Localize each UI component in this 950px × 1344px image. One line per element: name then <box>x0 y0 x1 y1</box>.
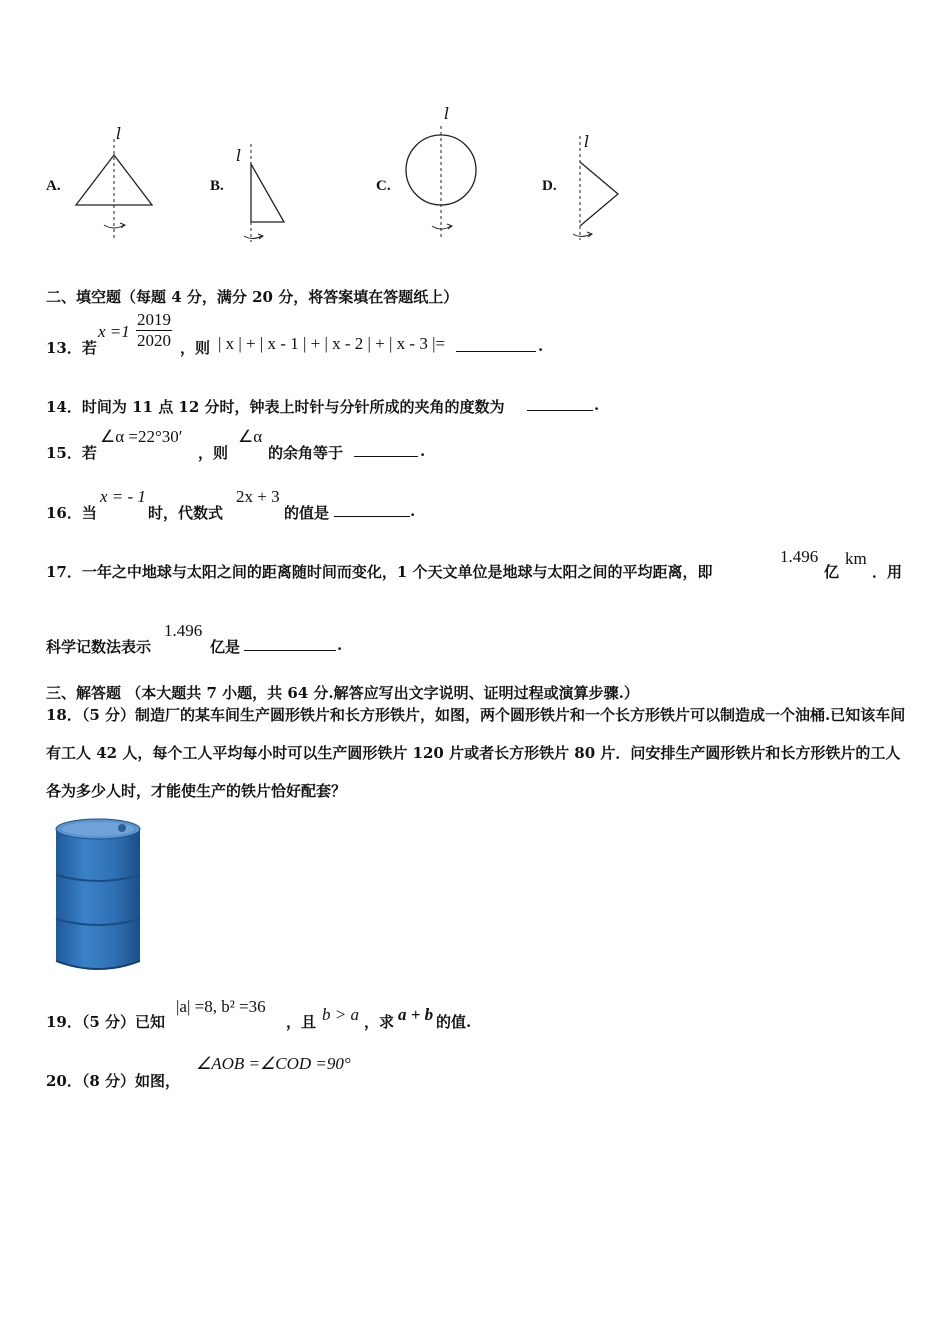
q18-text: 18．（5 分）制造厂的某车间生产圆形铁片和长方形铁片，如图，两个圆形铁片和一个长方形铁片可以制造成一个油桶.已知该车间有工人 42 人，每个工人平均每小时可以生产圆形铁片 120 片或者长方形铁片 80 片．问安排生产圆形铁片和长方形铁片的工人各为多少人时，才能使生产的铁片恰好配套？ <box>46 706 906 800</box>
q19-sum-expression: a + b <box>398 1005 434 1024</box>
q14-text: 14．时间为 11 点 12 分时，钟表上时针与分针所成的夹角的度数为 <box>46 398 505 416</box>
q13-fraction-numerator: 2019 <box>137 310 171 329</box>
q13-x-lhs: x =1 <box>98 322 130 341</box>
q17-line2-unit: 亿是 <box>210 638 241 656</box>
q16-tail: 的值是 <box>284 504 330 522</box>
q16-x-value: x = - 1 <box>100 487 146 506</box>
option-d-axis-label: l <box>584 132 590 151</box>
q13-then: ，则 <box>180 339 211 357</box>
q16-number: 16．当 <box>46 504 97 522</box>
q15-answer-blank[interactable] <box>354 442 418 461</box>
q19-number: 19．（5 分）已知 <box>46 1013 166 1031</box>
option-d-label: D. <box>542 178 557 194</box>
option-a-label: A. <box>46 178 61 194</box>
section-3-heading: 三、解答题 （本大题共 7 小题，共 64 分.解答应写出文字说明、证明过程或演算步骤.） <box>46 684 639 702</box>
option-a-axis-label: l <box>116 124 122 143</box>
q17-text-line1: 17．一年之中地球与太阳之间的距离随时间而变化，1 个天文单位是地球与太阳之间的平均距离，即 <box>46 563 713 581</box>
q17-value: 1.496 <box>780 547 819 566</box>
q16-expression: 2x + 3 <box>236 487 280 506</box>
q16-end: . <box>410 502 416 520</box>
option-b-label: B. <box>210 178 224 194</box>
q17-text-use: ．用 <box>872 563 903 581</box>
option-c-label: C. <box>376 178 391 194</box>
q17-answer-blank[interactable] <box>244 636 336 655</box>
q13-fraction <box>136 310 172 351</box>
oil-barrel-image <box>48 815 148 977</box>
q17-unit-yi: 亿 <box>824 563 840 581</box>
option-c-axis-label: l <box>444 104 450 123</box>
q19-find: ，求 <box>364 1013 395 1031</box>
q19-tail: 的值. <box>436 1013 472 1031</box>
q17-line2-prefix: 科学记数法表示 <box>46 638 152 656</box>
q15-then: ，则 <box>198 444 229 462</box>
q19-and: ，且 <box>286 1013 317 1031</box>
q15-tail: 的余角等于 <box>268 444 344 462</box>
q13-answer-blank[interactable] <box>456 337 536 356</box>
q15-angle-expression: ∠α =22°30′ <box>100 427 183 446</box>
q15-number: 15．若 <box>46 444 97 462</box>
q17-end: . <box>337 636 343 654</box>
q13-abs-expression: | x | + | x - 1 | + | x - 2 | + | x - 3 |= <box>218 334 446 353</box>
option-c-circle-figure <box>400 108 485 243</box>
option-b-right-triangle-figure <box>238 142 298 247</box>
q15-angle-alpha: ∠α <box>238 427 263 446</box>
q19-inequality: b > a <box>322 1005 359 1024</box>
option-b-axis-label: l <box>236 146 242 165</box>
q13-fraction-denominator: 2020 <box>137 331 171 350</box>
q13-number: 13．若 <box>46 339 97 357</box>
option-d-triangle-figure <box>570 132 630 244</box>
q16-answer-blank[interactable] <box>334 502 410 521</box>
option-a-triangle-figure <box>70 125 160 245</box>
q20-number: 20．（8 分）如图， <box>46 1072 181 1090</box>
q19-given-expression: |a| =8, b² =36 <box>176 997 266 1016</box>
q14-end: . <box>594 396 600 414</box>
q15-end: . <box>420 442 426 460</box>
section-2-heading: 二、填空题（每题 4 分，满分 20 分，将答案填在答题纸上） <box>46 288 459 306</box>
q14-answer-blank[interactable] <box>527 396 593 415</box>
q17-unit-km: km <box>845 549 867 568</box>
q16-when: 时，代数式 <box>148 504 224 522</box>
q13-end: . <box>538 337 544 355</box>
q17-value-line2: 1.496 <box>164 621 203 640</box>
q20-angle-expression: ∠AOB =∠COD =90° <box>196 1054 351 1073</box>
